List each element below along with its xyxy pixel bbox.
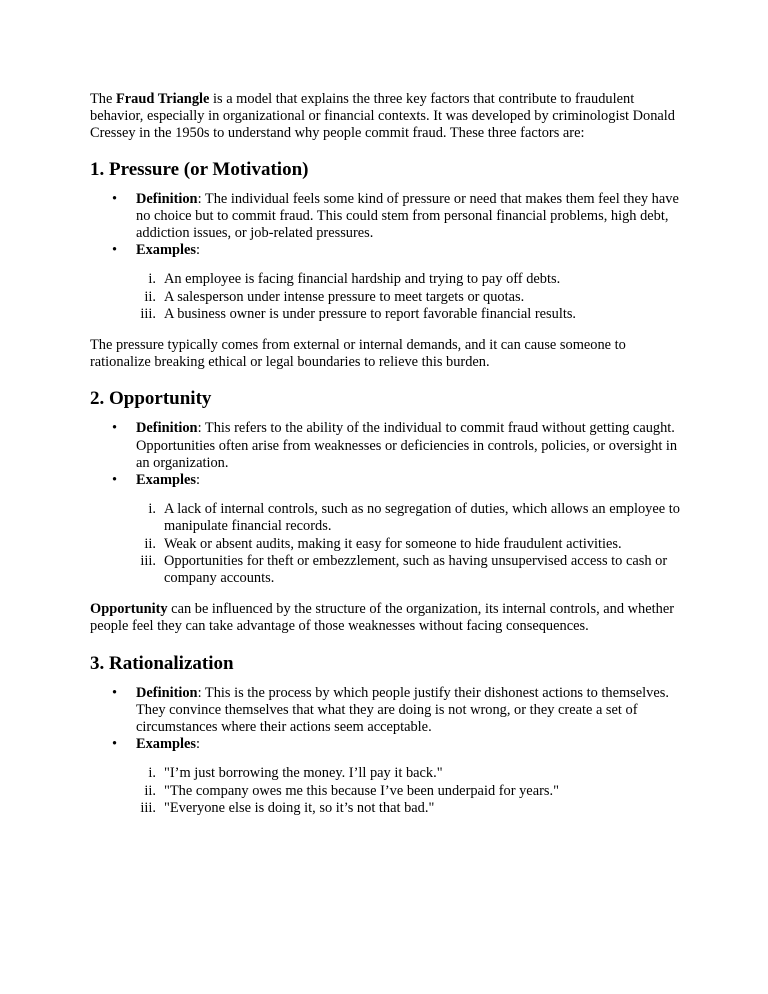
examples-colon: : bbox=[195, 242, 200, 259]
bullet-icon: • bbox=[112, 420, 118, 437]
example-number: ii. bbox=[144, 535, 156, 552]
examples-list bbox=[90, 501, 690, 587]
section-summary bbox=[90, 601, 690, 635]
intro-term: Fraud Triangle bbox=[115, 91, 210, 107]
examples-label: Examples bbox=[136, 736, 196, 753]
summary-text: can be influenced by the structure of the organization, its internal controls, and whether people feel they can take advantage of those weaknesses without facing consequences. bbox=[90, 601, 675, 635]
examples-item bbox=[90, 472, 690, 489]
examples-colon: : bbox=[195, 736, 200, 753]
section-heading: 2. Opportunity bbox=[90, 388, 212, 410]
bullet-icon: • bbox=[112, 472, 118, 489]
definition-item bbox=[90, 420, 690, 472]
examples-label: Examples bbox=[136, 472, 196, 489]
section bbox=[90, 653, 690, 817]
examples-colon: : bbox=[195, 472, 200, 489]
example-item bbox=[90, 271, 690, 288]
section-heading: 1. Pressure (or Motivation) bbox=[90, 158, 309, 180]
example-text: A lack of internal controls, such as no segregation of duties, which allows an employee to manipulate financial records. bbox=[164, 501, 680, 535]
definition-item bbox=[90, 685, 690, 737]
example-item bbox=[90, 501, 690, 535]
examples-label: Examples bbox=[136, 242, 196, 259]
example-number: ii. bbox=[144, 288, 156, 305]
summary-text: The pressure typically comes from external or internal demands, and it can cause someone to rationalize breaking ethical or legal boundaries to relieve this burden. bbox=[90, 337, 626, 371]
example-item bbox=[90, 783, 690, 800]
examples-list bbox=[90, 765, 690, 817]
definition-label: Definition bbox=[136, 684, 198, 701]
definition-item bbox=[90, 191, 690, 243]
example-text: "I’m just borrowing the money. I’ll pay it back." bbox=[164, 765, 443, 782]
definition-text: : The individual feels some kind of pressure or need that makes them feel they have no choice but to commit fraud. This could stem from personal financial problems, high debt, addiction issues, or job-related pressures. bbox=[136, 190, 679, 242]
definition-text: : This is the process by which people justify their dishonest actions to themselves. They convince themselves that what they are doing is not wrong, or they create a set of circumstances where their actions seem acceptable. bbox=[136, 684, 669, 736]
example-number: i. bbox=[148, 271, 156, 288]
definition-label: Definition bbox=[136, 190, 198, 207]
example-item bbox=[90, 800, 690, 817]
example-number: iii. bbox=[140, 799, 156, 816]
example-number: i. bbox=[148, 501, 156, 518]
example-number: i. bbox=[148, 765, 156, 782]
example-text: A salesperson under intense pressure to meet targets or quotas. bbox=[164, 288, 525, 305]
bullet-icon: • bbox=[112, 242, 118, 259]
example-item bbox=[90, 536, 690, 553]
section bbox=[90, 388, 690, 635]
intro-text-start: The bbox=[90, 91, 116, 107]
intro-paragraph bbox=[90, 91, 690, 143]
examples-item bbox=[90, 736, 690, 753]
bullet-icon: • bbox=[112, 684, 118, 701]
definition-text: : This refers to the ability of the individual to commit fraud without getting caught. Opportunities often arise from weaknesses or deficiencies in controls, policies, or oversight in an organization. bbox=[136, 420, 678, 471]
example-number: ii. bbox=[144, 782, 156, 799]
summary-term: Opportunity bbox=[90, 601, 168, 618]
bullet-icon: • bbox=[112, 190, 118, 207]
section-heading: 3. Rationalization bbox=[90, 652, 234, 674]
section bbox=[90, 159, 690, 372]
examples-item bbox=[90, 242, 690, 259]
section-summary bbox=[90, 337, 690, 371]
document-page bbox=[90, 91, 690, 817]
examples-list bbox=[90, 271, 690, 323]
sections-container bbox=[90, 159, 690, 817]
bullet-list bbox=[90, 420, 690, 489]
example-item bbox=[90, 289, 690, 306]
example-number: iii. bbox=[140, 305, 156, 322]
bullet-list bbox=[90, 685, 690, 754]
bullet-list bbox=[90, 191, 690, 260]
example-item bbox=[90, 765, 690, 782]
bullet-icon: • bbox=[112, 736, 118, 753]
example-text: A business owner is under pressure to report favorable financial results. bbox=[164, 305, 577, 322]
example-text: Weak or absent audits, making it easy for someone to hide fraudulent activities. bbox=[164, 535, 622, 552]
example-text: Opportunities for theft or embezzlement, such as having unsupervised access to cash or company accounts. bbox=[164, 552, 668, 587]
intro-text-rest: is a model that explains the three key factors that contribute to fraudulent behavior, especially in organizational or financial contexts. It was developed by criminologist Donald Cressey in the 1950s to understand why people commit fraud. These three factors are: bbox=[90, 91, 676, 142]
example-text: An employee is facing financial hardship and trying to pay off debts. bbox=[164, 271, 561, 288]
example-number: iii. bbox=[140, 552, 156, 569]
example-text: "Everyone else is doing it, so it’s not that bad." bbox=[164, 799, 435, 816]
example-item bbox=[90, 306, 690, 323]
definition-label: Definition bbox=[136, 420, 198, 437]
example-text: "The company owes me this because I’ve been underpaid for years." bbox=[164, 782, 559, 799]
example-item bbox=[90, 553, 690, 587]
